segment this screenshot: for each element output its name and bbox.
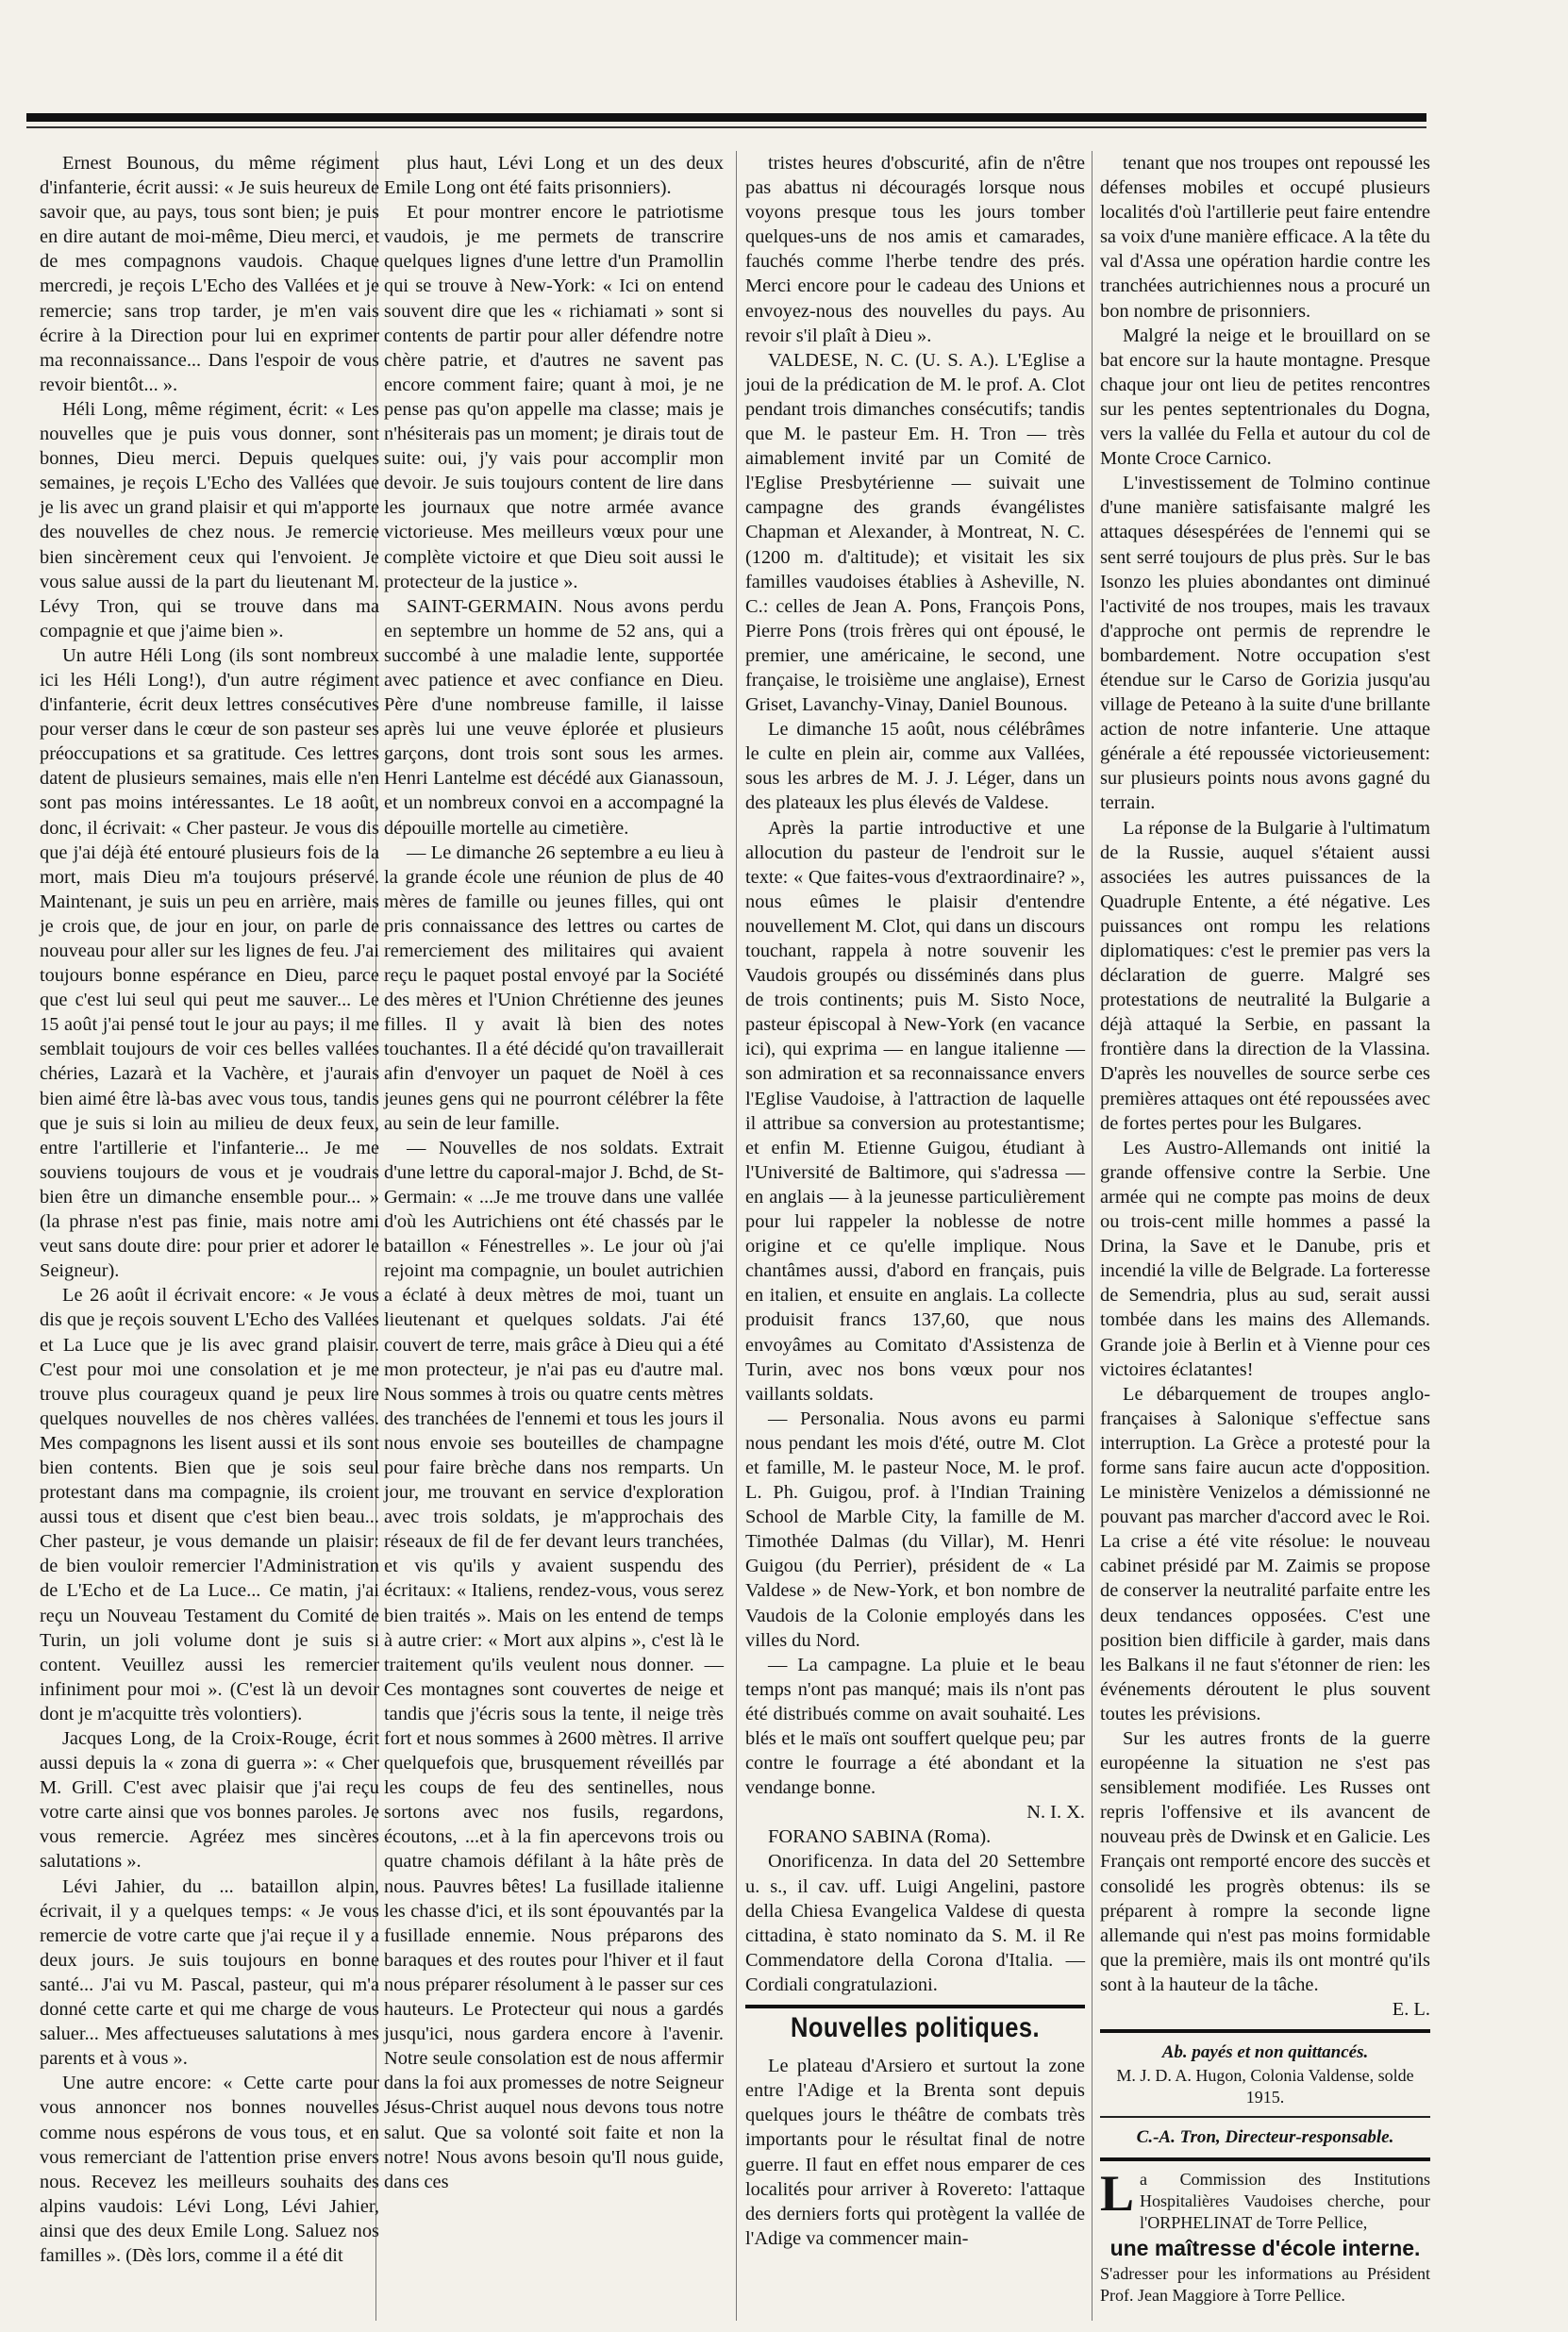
section-rule bbox=[1100, 2116, 1430, 2118]
paragraph: Ernest Bounous, du même régiment d'infanterie, écrit aussi: « Je suis heureux de savoir que, au pays, tous sont bien; je puis en dire autant de moi-même, Dieu merci, et de mes compagnons vaudois. Chaque mercredi, je reçois L'Echo des Vallées et je remercie; sans trop tarder, je m'en vais écrire à la Direction pour lui en exprimer ma reconnaissance... Dans l'espoir de vous revoir bientôt... ». bbox=[40, 153, 379, 395]
paragraph: Malgré la neige et le brouillard on se bat encore sur la haute montagne. Presque chaque jour ont lieu de petites rencontres sur les pentes septentrionales du Dogna, vers la vallée du Fella et autour du col de Monte Croce Carnico. bbox=[1100, 325, 1430, 470]
paragraph: Le débarquement de troupes anglo-françaises à Salonique s'effectue sans interruption. La Grèce a protesté pour la forme sans faire aucun acte d'opposition. Le ministère Venizelos a démissionné ne pouvant pas marcher d'accord avec le Roi. La crise a été vite résolue: le nouveau cabinet présidé par M. Zaimis se propose de conserver la neutralité parfaite entre les deux tendances opposées. C'est une position bien difficile à garder, mais dans les Balkans il ne faut s'étonner de rien: les événements déroutent le plus souvent toutes les prévisions. bbox=[1100, 1383, 1430, 1724]
paragraph: Un autre Héli Long (ils sont nombreux ici les Héli Long!), d'un autre régiment d'infanterie, écrit deux lettres consécutives pour verser dans le cœur de son pasteur ses préoccupations et sa gratitude. Ces lettres datent de plusieurs semaines, mais elle n'en sont pas moins intéressantes. Le 18 août, donc, il écrivait: « Cher pasteur. Je vous dis que j'ai déjà été entouré plusieurs fois de la mort, mais Dieu m'a toujours préservé. Maintenant, je suis un peu en arrière, mais je crois que, de jour en jour, on parle de nouveau pour aller sur les lignes de feu. J'ai toujours bonne espérance en Dieu, parce que c'est lui seul qui peut me sauver... Le 15 août j'ai pensé tout le jour au pays; il me semblait toujours de voir ces belles vallées chéries, Lazarà et la Vachère, et j'aurais bien aimé être là-bas avec vous tous, tandis que je suis si loin au milieu de deux feux, entre l'artillerie et l'infanterie... Je me souviens toujours de vous et je voudrais bien être un dimanche ensemble pour... » (la phrase n'est pas finie, mais notre ami veut sans doute dire: pour prier et adorer le Seigneur). bbox=[40, 644, 379, 1282]
paragraph: Et pour montrer encore le patriotisme vaudois, je me permets de transcrire quelques lignes d'une lettre d'un Pramollin qui se trouve à New-York: « Ici on entend souvent dire que les « richiamati » sont si contents de partir pour aller défendre notre chère patrie, et d'autres ne savent pas encore comment faire; quant à moi, je ne pense pas qu'on appelle ma classe; mais je n'hésiterais pas un moment; je dirais tout de suite: oui, j'y vais pour accomplir mon devoir. Je suis toujours content de lire dans les journaux que notre armée avance victorieuse. Mes meilleurs vœux pour une complète victoire et que Dieu soit aussi le protecteur de la justice ». bbox=[384, 202, 724, 592]
paragraph: Lévi Jahier, du ... bataillon alpin, écrivait, il y a quelques temps: « Je vous remercie de votre carte que j'ai reçue il y a deux jours. Je suis toujours en bonne santé... J'ai vu M. Pascal, pasteur, qui m'a donné cette carte et qui me charge de vous saluer... Mes affectueuses salutations à mes parents et à vous ». bbox=[40, 1875, 379, 2070]
column-4 bbox=[1100, 151, 1430, 2307]
annonce-text: a Commission des Institutions Hospitalières Vaudoises cherche, pour l'ORPHELINAT de Torre Pellice, bbox=[1140, 2170, 1430, 2233]
directeur-line: C.-A. Tron, Directeur-responsable. bbox=[1136, 2127, 1394, 2148]
column-3 bbox=[745, 151, 1085, 2251]
paragraph: Après la partie introductive et une allocution du pasteur de l'endroit sur le texte: « Que faites-vous d'extraordinaire? », nous eûmes le plaisir d'entendre nouvellement M. Clot, qui dans un discours touchant, rappela à notre souvenir les Vaudois groupés ou disséminés dans plus de trois continents; puis M. Sisto Noce, pasteur épiscopal à New-York (en vacance ici), qui exprima — en langue italienne — son admiration et sa reconnaissance envers l'Eglise Vaudoise, à l'attraction de laquelle il attribue sa conversion au protestantisme; et enfin M. Etienne Guigou, étudiant à l'Université de Baltimore, qui s'adressa — en anglais — à la jeunesse particulièrement pour lui rappeler la noblesse de notre origine et ce qu'elle implique. Nous chantâmes aussi, d'abord en français, puis en italien, et ensuite en anglais. La collecte produisit francs 137,60, que nous envoyâmes au Comitato d'Assistenza de Turin, avec nos bons vœux pour nos vaillants soldats. bbox=[745, 817, 1085, 1405]
signature: N. I. X. bbox=[1026, 1802, 1085, 1824]
paragraph: Héli Long, même régiment, écrit: « Les nouvelles que je puis vous donner, sont bonnes, Dieu merci. Depuis quelques semaines, je reçois L'Echo des Vallées que je lis avec un grand plaisir et qui m'apporte des nouvelles de chez nous. Je remercie bien sincèrement ceux qui l'envoient. Je vous salue aussi de la part du lieutenant M. Lévy Tron, qui se trouve dans ma compagnie et que j'aime bien ». bbox=[40, 398, 379, 641]
paragraph: Sur les autres fronts de la guerre européenne la situation ne s'est pas sensiblement modifiée. Les Russes ont repris l'offensive et ils avancent de nouveau près de Dwinsk et en Galicie. Les Français ont remporté encore des succès et consolidé les progrès obtenus: ils se préparent à rompre la seconde ligne allemande qui n'est pas moins formidable que la première, mais ils ont montré qu'ils sont à la hauteur de la tâche. bbox=[1100, 1728, 1430, 1995]
column-divider bbox=[1092, 151, 1093, 2321]
abonnes-heading: Ab. payés et non quittancés. bbox=[1161, 2042, 1369, 2063]
section-rule bbox=[1100, 2029, 1430, 2033]
section-rule bbox=[745, 2005, 1085, 2008]
paragraph: — La campagne. La pluie et le beau temps n'ont pas manqué; mais ils n'ont pas été distribués comme on avait souhaité. Les blés et le maïs ont souffert quelque peu; par contre le fourrage a été abondant et la vendange bonne. bbox=[745, 1654, 1085, 1799]
annonce-headline: une maîtresse d'école interne. bbox=[1109, 2236, 1421, 2261]
paragraph: Le 26 août il écrivait encore: « Je vous dis que je reçois souvent L'Echo des Vallées et La Luce que je lis avec grand plaisir. C'est pour moi une consolation et je me trouve plus courageux quand je peux lire quelques nouvelles de nos chères vallées. Mes compagnons les lisent aussi et ils sont bien contents. Bien que je sois seul protestant dans ma compagnie, ils croient aussi tous et disent que c'est bien beau... Cher pasteur, je vous demande un plaisir: de bien vouloir remercier l'Administration de L'Echo et de La Luce... Ce matin, j'ai reçu un Nouveau Testament du Comité de Turin, un joli volume dont je suis si content. Veuillez aussi les remercier infiniment pour moi ». (C'est là un devoir dont je m'acquitte très volontiers). bbox=[40, 1285, 379, 1724]
paragraph: L'investissement de Tolmino continue d'une manière satisfaisante malgré les attaques désespérées de l'ennemi qui se sent serré toujours de plus près. Sur le bas Isonzo les pluies abondantes ont diminué l'activité de nos troupes, mais les travaux d'approche ont permis de reprendre le bombardement. Notre occupation s'est étendue sur le Carso de Gorizia jusqu'au village de Peteano à la suite d'une brillante action de notre infanterie. Une attaque générale a été repoussée victorieusement: sur plusieurs points nous avons gagné du terrain. bbox=[1100, 473, 1430, 814]
abonnes-text: M. J. D. A. Hugon, Colonia Valdense, solde 1915. bbox=[1116, 2066, 1414, 2107]
paragraph: — Le dimanche 26 septembre a eu lieu à la grande école une réunion de plus de 40 mères de famille ou jeunes filles, qui ont pris connaissance des lettres ou cartes de remerciement des militaires qui avaient reçu le paquet postal envoyé par la Société des mères et l'Union Chrétienne des jeunes filles. Il y avait là bien des notes touchantes. Il a été décidé qu'on travaillerait afin d'envoyer un paquet de Noël à ces jeunes gens qui ne pourront célébrer la fête au sein de leur famille. bbox=[384, 841, 724, 1134]
top-rule bbox=[26, 113, 1426, 122]
paragraph: Une autre encore: « Cette carte pour vous annoncer nos bonnes nouvelles comme nous espérons de vous tous, et en vous remerciant de l'attention prise envers nous. Recevez les meilleurs souhaits des alpins vaudois: Lévi Long, Lévi Jahier, ainsi que des deux Emile Long. Saluez nos familles ». (Dès lors, comme il a été dit bbox=[40, 2073, 379, 2266]
column-2 bbox=[384, 151, 724, 2194]
paragraph: FORANO SABINA (Roma). bbox=[768, 1826, 992, 1848]
paragraph: tenant que nos troupes ont repoussé les défenses mobiles et occupé plusieurs localités d'où l'artillerie peut faire entendre sa voix d'une manière efficace. A la tête du val d'Assa une opération hardie contre les tranchées autrichiennes nous a procuré un bon nombre de prisonniers. bbox=[1100, 153, 1430, 322]
annonce bbox=[1100, 2165, 1430, 2307]
paragraph: Le plateau d'Arsiero et surtout la zone entre l'Adige et la Brenta sont depuis quelques jours le théâtre de combats très importants pour le résultat final de notre guerre. Il faut en effet nous emparer de ces localités pour arriver à Rovereto: l'attaque des derniers forts qui protègent la vallée de l'Adige va commencer main- bbox=[745, 2056, 1085, 2249]
paragraph: plus haut, Lévi Long et un des deux Emile Long ont été faits prisonniers). bbox=[384, 153, 724, 199]
column-1 bbox=[40, 151, 379, 2268]
top-rule-thin bbox=[26, 126, 1426, 128]
paragraph: La réponse de la Bulgarie à l'ultimatum de la Russie, auquel s'étaient aussi associées les autres puissances de la Quadruple Entente, a été négative. Les puissances ont rompu les relations diplomatiques: c'est le premier pas vers la déclaration de guerre. Malgré ses protestations de neutralité la Bulgarie a déjà attaqué la Serbie, en passant la frontière dans la direction de la Vlassina. D'après les nouvelles de source serbe ces premières attaques ont été repoussées avec de fortes pertes pour les Bulgares. bbox=[1100, 817, 1430, 1134]
paragraph: Onorificenza. In data del 20 Settembre u. s., il cav. uff. Luigi Angelini, pastore della Chiesa Evangelica Valdese di questa cittadina, è stato nominato da S. M. il Re Commendatore della Corona d'Italia. — Cordiali congratulazioni. bbox=[745, 1851, 1085, 1995]
politiques-heading: Nouvelles politiques. bbox=[791, 2012, 1040, 2044]
paragraph: Jacques Long, de la Croix-Rouge, écrit aussi depuis la « zona di guerra »: « Cher M. Grill. C'est avec plaisir que j'ai reçu votre carte ainsi que vos bonnes paroles. Je vous remercie. Agréez mes sincères salutations ». bbox=[40, 1728, 379, 1873]
dropcap: L bbox=[1100, 2165, 1135, 2223]
paragraph: Les Austro-Allemands ont initié la grande offensive contre la Serbie. Une armée qui ne compte pas moins de deux ou trois-cent mille hommes a passé la Drina, la Save et le Danube, pris et incendié la ville de Belgrade. La forteresse de Semendria, plus au sud, serait aussi tombée dans les mains des Allemands. Grande joie à Berlin et à Vienne pour ces victoires éclatantes! bbox=[1100, 1137, 1430, 1380]
paragraph: tristes heures d'obscurité, afin de n'être pas abattus ni découragés lorsque nous voyons presque tous les jours tomber quelques-uns de nos amis et camarades, fauchés comme l'herbe tendre des prés. Merci encore pour le cadeau des Unions et envoyez-nous des nouvelles du pays. Au revoir s'il plaît à Dieu ». bbox=[745, 153, 1085, 346]
section-rule bbox=[1100, 2157, 1430, 2161]
paragraph: SAINT-GERMAIN. Nous avons perdu en septembre un homme de 52 ans, qui a succombé à une maladie lente, supportée avec patience et avec confiance en Dieu. Père d'une nombreuse famille, il laisse après lui une veuve éplorée et plusieurs garçons, dont trois sont sous les armes. Henri Lantelme est décédé aux Gianassoun, et un nombreux convoi en a accompagné la dépouille mortelle au cimetière. bbox=[384, 595, 724, 839]
paragraph: — Nouvelles de nos soldats. Extrait d'une lettre du caporal-major J. Bchd, de St-Germain: « ...Je me trouve dans une vallée d'où les Autrichiens ont été chassés par le bataillon « Fénestrelles ». Le jour où j'ai rejoint ma compagnie, un boulet autrichien a éclaté à deux mètres de moi, tuant un lieutenant et quelques soldats. J'ai été couvert de terre, mais grâce à Dieu qui a été mon protecteur, je n'ai pas eu d'autre mal. Nous sommes à trois ou quatre cents mètres des tranchées de l'ennemi et tous les jours il nous envoie ses bouteilles de champagne pour faire brèche dans nos remparts. Un jour, me trouvant en service d'exploration avec trois soldats, je m'approchais des réseaux de fil de fer devant leurs tranchées, et vis qu'ils y avaient suspendu des écritaux: « Italiens, rendez-vous, vous serez bien traités ». Mais on les entend de temps à autre crier: « Mort aux alpins », c'est là le traitement qu'ils veulent nous donner. — Ces montagnes sont couvertes de neige et tandis que j'écris sous la tente, il neige très fort et nous sommes à 2600 mètres. Il arrive quelquefois que, brusquement réveillés par les coups de feu des sentinelles, nous sortons avec nos fusils, regardons, écoutons, ...et à la fin apercevons trois ou quatre chamois défilant à la hâte près de nous. Pauvres bêtes! La fusillade italienne les chasse d'ici, et ils sont épouvantés par la fusillade ennemie. Nous préparons des baraques et des routes pour l'hiver et il faut nous préparer résolument à le passer sur ces hauteurs. Le Protecteur qui nous a gardés jusqu'ici, nous gardera encore à l'avenir. Notre seule consolation est de nous affermir dans la foi aux promesses de notre Seigneur Jésus-Christ auquel nous devons tous notre salut. Que sa volonté soit faite et non la notre! Nous avons besoin qu'Il nous guide, dans ces bbox=[384, 1137, 724, 2192]
paragraph: Le dimanche 15 août, nous célébrâmes le culte en plein air, comme aux Vallées, sous les arbres de M. J. J. Léger, dans un des plateaux les plus élevés de Valdese. bbox=[745, 719, 1085, 814]
column-divider bbox=[736, 151, 737, 2321]
paragraph: VALDESE, N. C. (U. S. A.). L'Eglise a joui de la prédication de M. le prof. A. Clot pendant trois dimanches consécutifs; tandis que M. le pasteur Em. H. Tron — très aimablement invité par un Comité de l'Eglise Presbytérienne — suivait une campagne des grands évangélistes Chapman et Alexander, à Montreat, N. C. (1200 m. d'altitude); et visitait les six familles vaudoises établies à Asheville, N. C.: celles de Jean A. Pons, François Pons, Pierre Pons (trois frères qui ont épousé, le premier, une américaine, le second, une française, le troisième une anglaise), Ernest Griset, Lavanchy-Vinay, Daniel Bounous. bbox=[745, 349, 1085, 716]
paragraph: — Personalia. Nous avons eu parmi nous pendant les mois d'été, outre M. Clot et famille, M. le pasteur Noce, M. le prof. L. Ph. Guigou, prof. à l'Indian Training School de Marble City, la famille de M. Timothée Dalmas (du Villar), M. Henri Guigou (du Perrier), président de « La Valdese » de New-York, et bon nombre de Vaudois de la Colonie employés dans les villes du Nord. bbox=[745, 1408, 1085, 1651]
signature: E. L. bbox=[1392, 1999, 1430, 2021]
annonce-contact: S'adresser pour les informations au Président Prof. Jean Maggiore à Torre Pellice. bbox=[1100, 2264, 1430, 2306]
